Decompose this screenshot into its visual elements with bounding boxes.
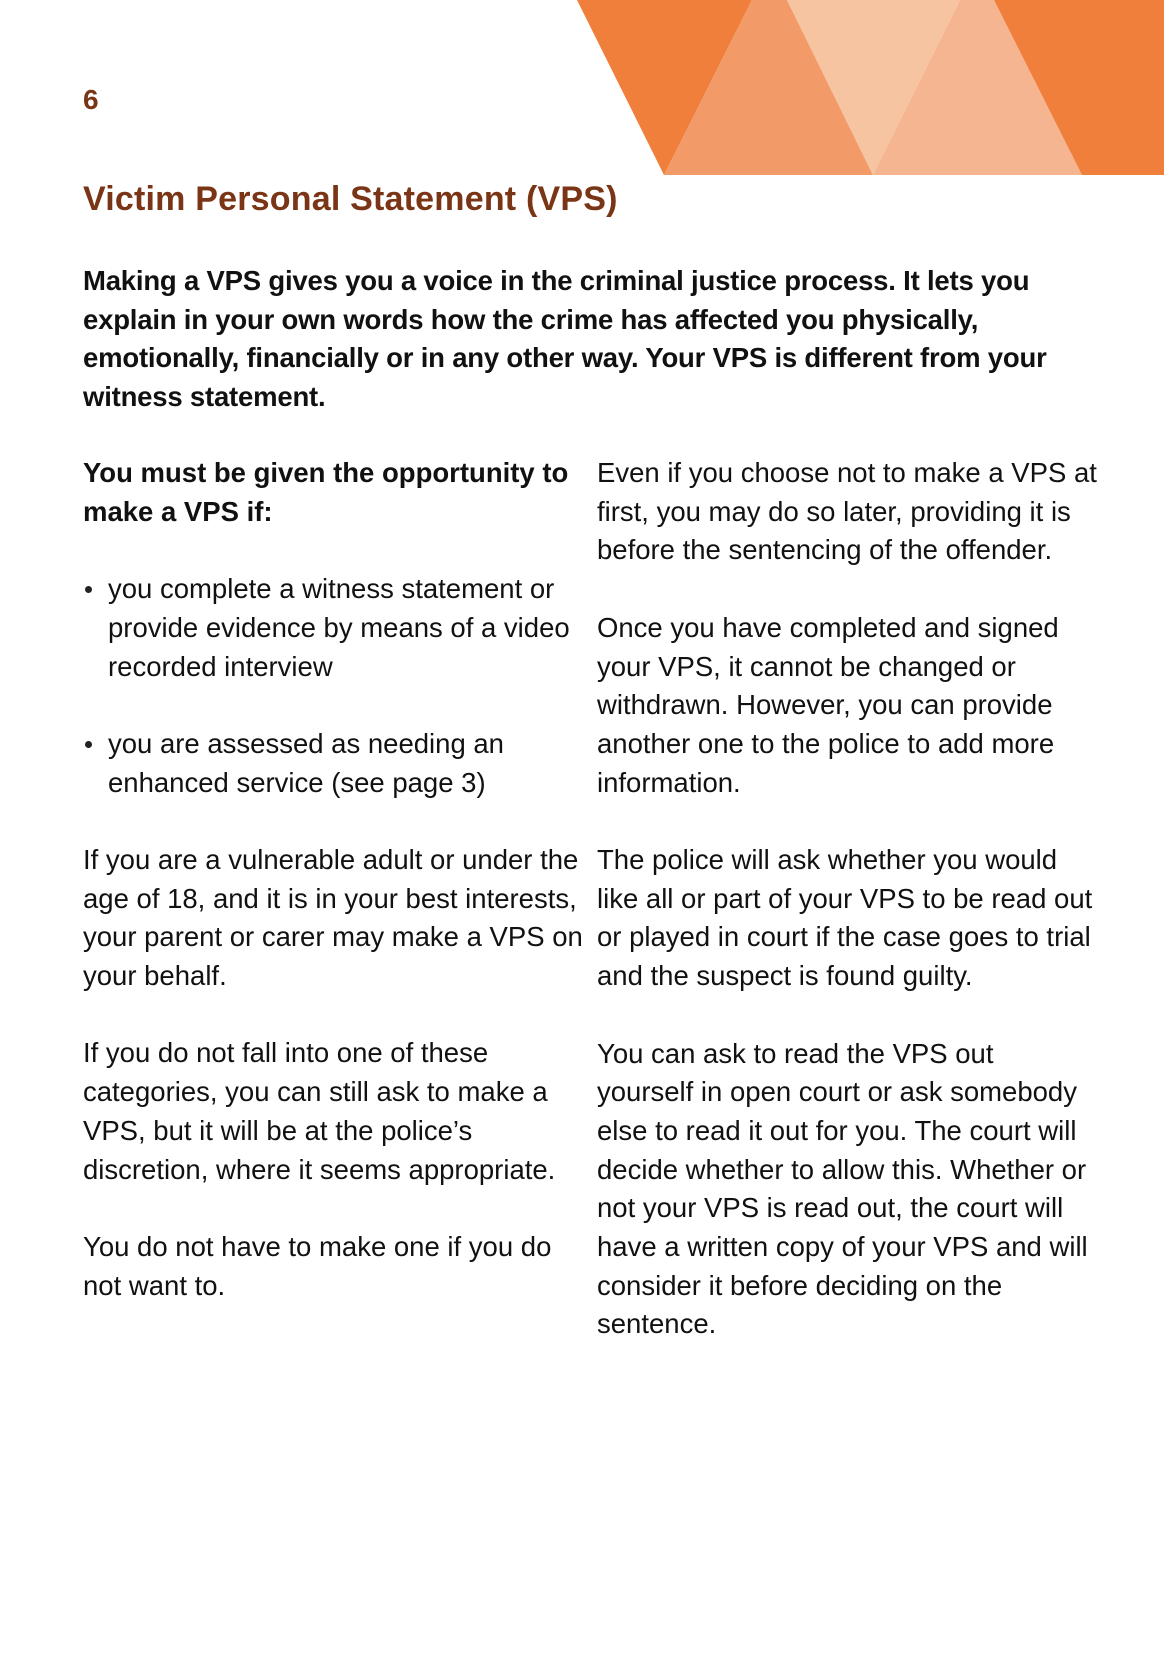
eligibility-subheading: You must be given the opportunity to make a VPS if: xyxy=(83,457,569,527)
paragraph-cannot-change: Once you have completed and signed your VPS, it cannot be changed or withdrawn. However, you can provide another one to the police to add more information. xyxy=(597,611,1059,798)
list-item xyxy=(83,570,583,686)
paragraph-other-categories: If you do not fall into one of these categories, you can still ask to make a VPS, but it will be at the police’s discretion, where it seems appropriate. xyxy=(83,1037,556,1185)
right-column xyxy=(597,454,1097,1383)
paragraph-vulnerable-adult: If you are a vulnerable adult or under the age of 18, and it is in your best interests, your parent or carer may make a VPS on your behalf. xyxy=(83,843,583,992)
eligibility-list xyxy=(83,570,583,802)
page-number: 6 xyxy=(83,84,99,115)
intro-paragraph: Making a VPS gives you a voice in the criminal justice process. It lets you explain in your own words how the crime has affected you physically, emotionally, financially or in any other way. Your VPS is different from your witness statement. xyxy=(83,265,1047,412)
bullet-icon xyxy=(85,586,92,593)
page-title: Victim Personal Statement (VPS) xyxy=(83,180,618,218)
bullet-icon xyxy=(85,741,92,748)
list-item-text: you are assessed as needing an enhanced service (see page 3) xyxy=(108,727,504,798)
list-item-text: you complete a witness statement or provide evidence by means of a video recorded interview xyxy=(108,573,570,682)
paragraph-who-reads: You can ask to read the VPS out yourself in open court or ask somebody else to read it out for you. The court will decide whether to allow this. Whether or not your VPS is read out, the court will have a written copy of your VPS and will consider it before deciding on the sentence. xyxy=(597,1037,1088,1340)
left-column xyxy=(83,454,583,1344)
list-item xyxy=(83,725,583,802)
paragraph-make-later: Even if you choose not to make a VPS at first, you may do so later, providing it is before the sentencing of the offender. xyxy=(597,457,1097,566)
paragraph-read-in-court: The police will ask whether you would like all or part of your VPS to be read out or played in court if the case goes to trial and the suspect is found guilty. xyxy=(597,844,1093,992)
paragraph-optional: You do not have to make one if you do not want to. xyxy=(83,1230,552,1301)
decorative-triangle-banner xyxy=(0,0,1166,180)
